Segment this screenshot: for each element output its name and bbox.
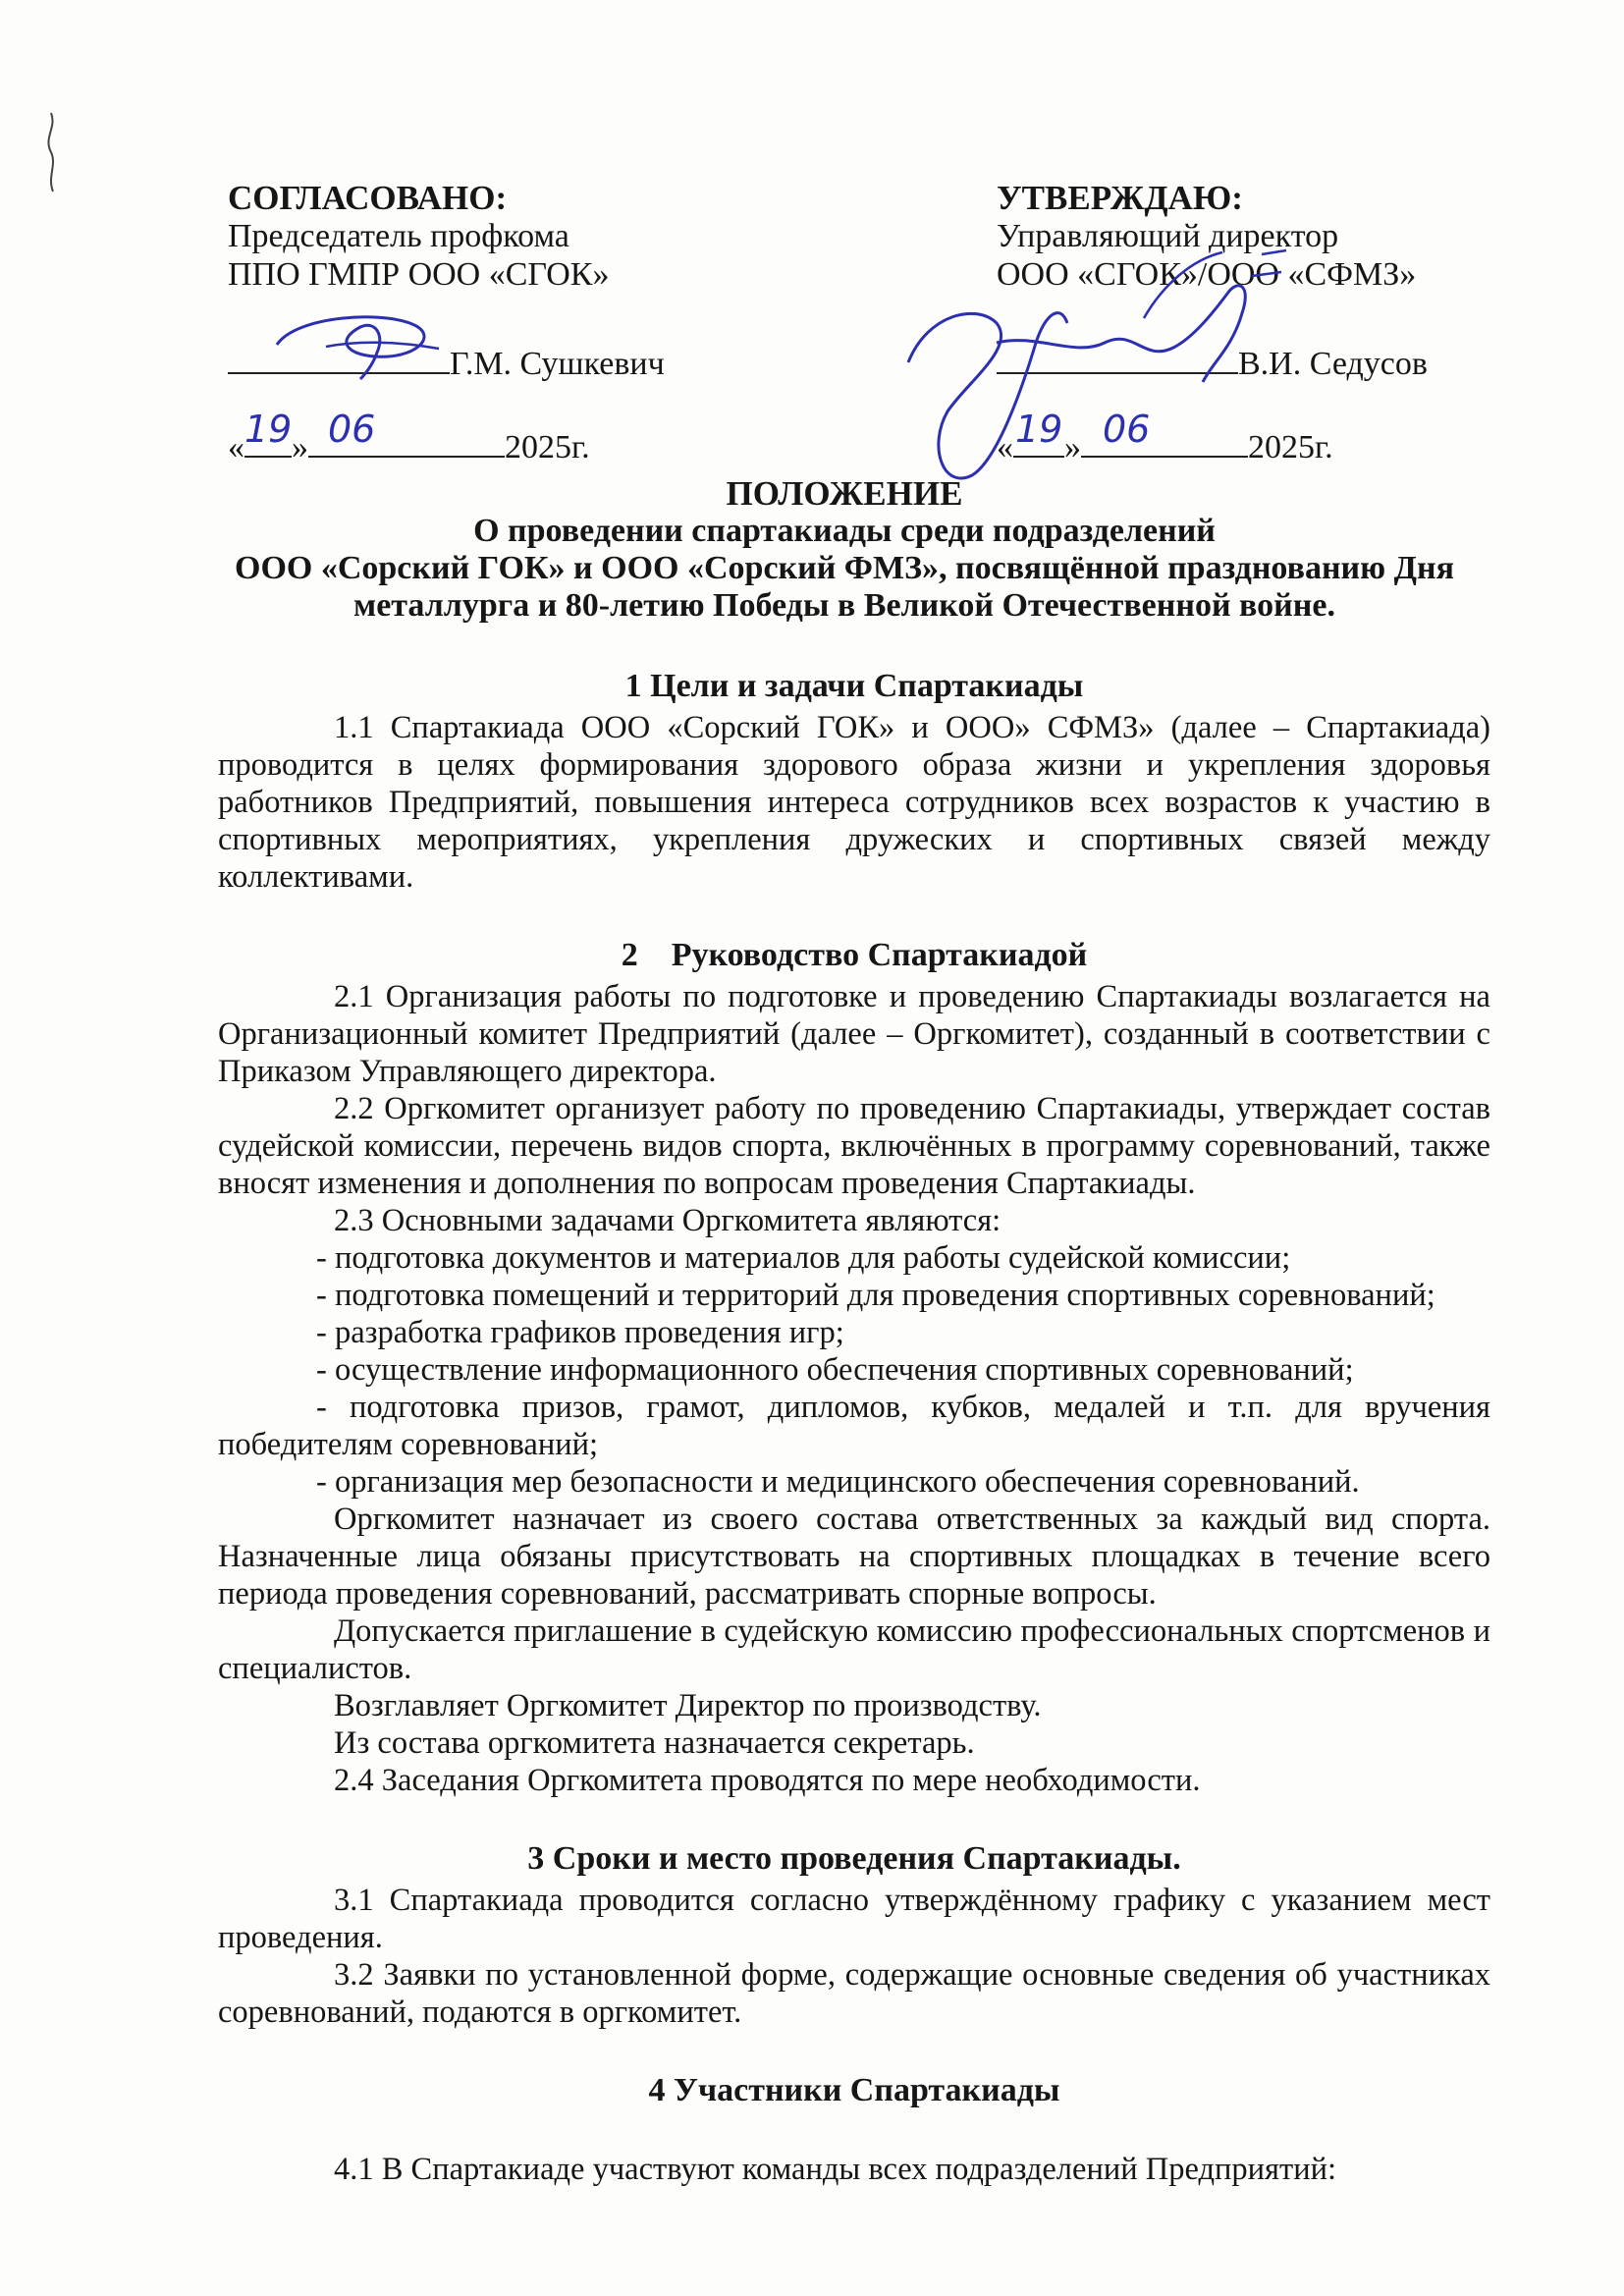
- document-title: [206, 475, 1483, 625]
- approved-signature-line: [997, 343, 1586, 383]
- section-2-heading: 2 Руководство Спартакиадой: [621, 937, 1088, 973]
- approved-heading: УТВЕРЖДАЮ:: [997, 179, 1243, 217]
- approved-signer-name: В.И. Седусов: [1238, 346, 1428, 382]
- section-2-paragraph-1: 2.1 Организация работы по подготовке и проведению Спартакиады возлагается на Организационный комитет Предприятий (далее – Оргкомитет), созданный в соответствии с Приказом Управляющего директора.: [218, 979, 1490, 1089]
- section-4-paragraph-1: 4.1 В Спартакиаде участвуют команды всех подразделений Предприятий:: [334, 2152, 1337, 2187]
- handwritten-month: 06: [1103, 408, 1151, 451]
- agreed-signer-name: Г.М. Сушкевич: [450, 346, 665, 382]
- section-1-heading: 1 Цели и задачи Спартакиады: [624, 668, 1084, 704]
- date-day-field: [1013, 408, 1064, 458]
- agreed-signature-line: [228, 343, 837, 383]
- section-2-paragraph-3: 2.3 Основными задачами Оргкомитета являются:: [334, 1203, 1001, 1238]
- section-2-paragraph-6: Возглавляет Оргкомитет Директор по производству.: [334, 1688, 1042, 1723]
- title-line-4: металлурга и 80-летию Победы в Великой Отечественной войне.: [353, 587, 1335, 624]
- agreed-organization: ППО ГМПР ООО «СГОК»: [228, 256, 610, 293]
- section-2-paragraph-5: Допускается приглашение в судейскую комиссию профессиональных спортсменов и специалистов.: [218, 1613, 1490, 1686]
- date-close-quote: »: [292, 429, 308, 465]
- title-line-3: ООО «Сорский ГОК» и ООО «Сорский ФМЗ», посвящённой празднованию Дня: [235, 550, 1454, 586]
- approved-position: Управляющий директор: [997, 218, 1339, 254]
- signature-underline: [997, 343, 1238, 374]
- approval-block-approved: [997, 179, 1586, 466]
- section-2-paragraph-2: 2.2 Оргкомитет организует работу по проведению Спартакиады, утверждает состав судейской комиссии, перечень видов спорта, включённых в программу соревнований, также вносят изменения и дополнения по вопросам проведения Спартакиады.: [218, 1091, 1490, 1201]
- handwritten-day: 19: [244, 408, 293, 451]
- section-3-paragraph-2: 3.2 Заявки по установленной форме, содержащие основные сведения об участниках соревнований, подаются в оргкомитет.: [218, 1957, 1490, 2030]
- date-year: 2025г.: [1248, 429, 1333, 465]
- title-line-2: О проведении спартакиады среди подразделений: [473, 513, 1216, 549]
- handwritten-day: 19: [1015, 408, 1063, 451]
- section-2-paragraph-8: 2.4 Заседания Оргкомитета проводятся по мере необходимости.: [334, 1763, 1201, 1798]
- approved-date-line: [997, 408, 1586, 466]
- date-open-quote: «: [997, 429, 1013, 465]
- task-list-item: - подготовка документов и материалов для работы судейской комиссии;: [316, 1240, 1291, 1276]
- task-list-item: - осуществление информационного обеспечения спортивных соревнований;: [316, 1352, 1354, 1388]
- signature-underline: [228, 343, 450, 374]
- date-month-field: [1081, 408, 1248, 458]
- section-3-paragraph-1: 3.1 Спартакиада проводится согласно утверждённому графику с указанием мест проведения.: [218, 1883, 1490, 1955]
- agreed-heading: СОГЛАСОВАНО:: [228, 179, 508, 217]
- document-body: [218, 668, 1490, 2188]
- handwritten-month: 06: [328, 408, 376, 451]
- section-3-heading: 3 Сроки и место проведения Спартакиады.: [527, 1840, 1181, 1877]
- title-line-1: ПОЛОЖЕНИЕ: [726, 474, 963, 513]
- approval-block-agreed: [228, 179, 837, 466]
- section-4-heading: 4 Участники Спартакиады: [648, 2072, 1060, 2108]
- agreed-position: Председатель профкома: [228, 218, 569, 254]
- agreed-date-line: [228, 408, 837, 466]
- task-list-item: - организация мер безопасности и медицинского обеспечения соревнований.: [316, 1464, 1360, 1500]
- margin-pen-mark: [29, 108, 69, 196]
- date-open-quote: «: [228, 429, 244, 465]
- task-list-item: - разработка графиков проведения игр;: [316, 1315, 844, 1350]
- task-list-item: - подготовка помещений и территорий для проведения спортивных соревнований;: [316, 1278, 1435, 1313]
- date-close-quote: »: [1064, 429, 1081, 465]
- section-2-paragraph-4: Оргкомитет назначает из своего состава ответственных за каждый вид спорта. Назначенные лица обязаны присутствовать на спортивных площадках в течение всего периода проведения соревнований, рассматривать спорные вопросы.: [218, 1502, 1490, 1612]
- date-day-field: [244, 408, 293, 458]
- section-1-paragraph-1: 1.1 Спартакиада ООО «Сорский ГОК» и ООО» СФМЗ» (далее – Спартакиада) проводится в целях формирования здорового образа жизни и укрепления здоровья работников Предприятий, повышения интереса сотрудников всех возрастов к участию в спортивных мероприятиях, укрепления дружеских и спортивных связей между коллективами.: [218, 710, 1490, 895]
- approved-organization: ООО «СГОК»/ООО «СФМЗ»: [997, 256, 1417, 293]
- task-list-item: - подготовка призов, грамот, дипломов, кубков, медалей и т.п. для вручения победителям соревнований;: [218, 1390, 1490, 1462]
- section-2-paragraph-7: Из состава оргкомитета назначается секретарь.: [334, 1725, 975, 1761]
- date-month-field: [308, 408, 505, 458]
- date-year: 2025г.: [505, 429, 590, 465]
